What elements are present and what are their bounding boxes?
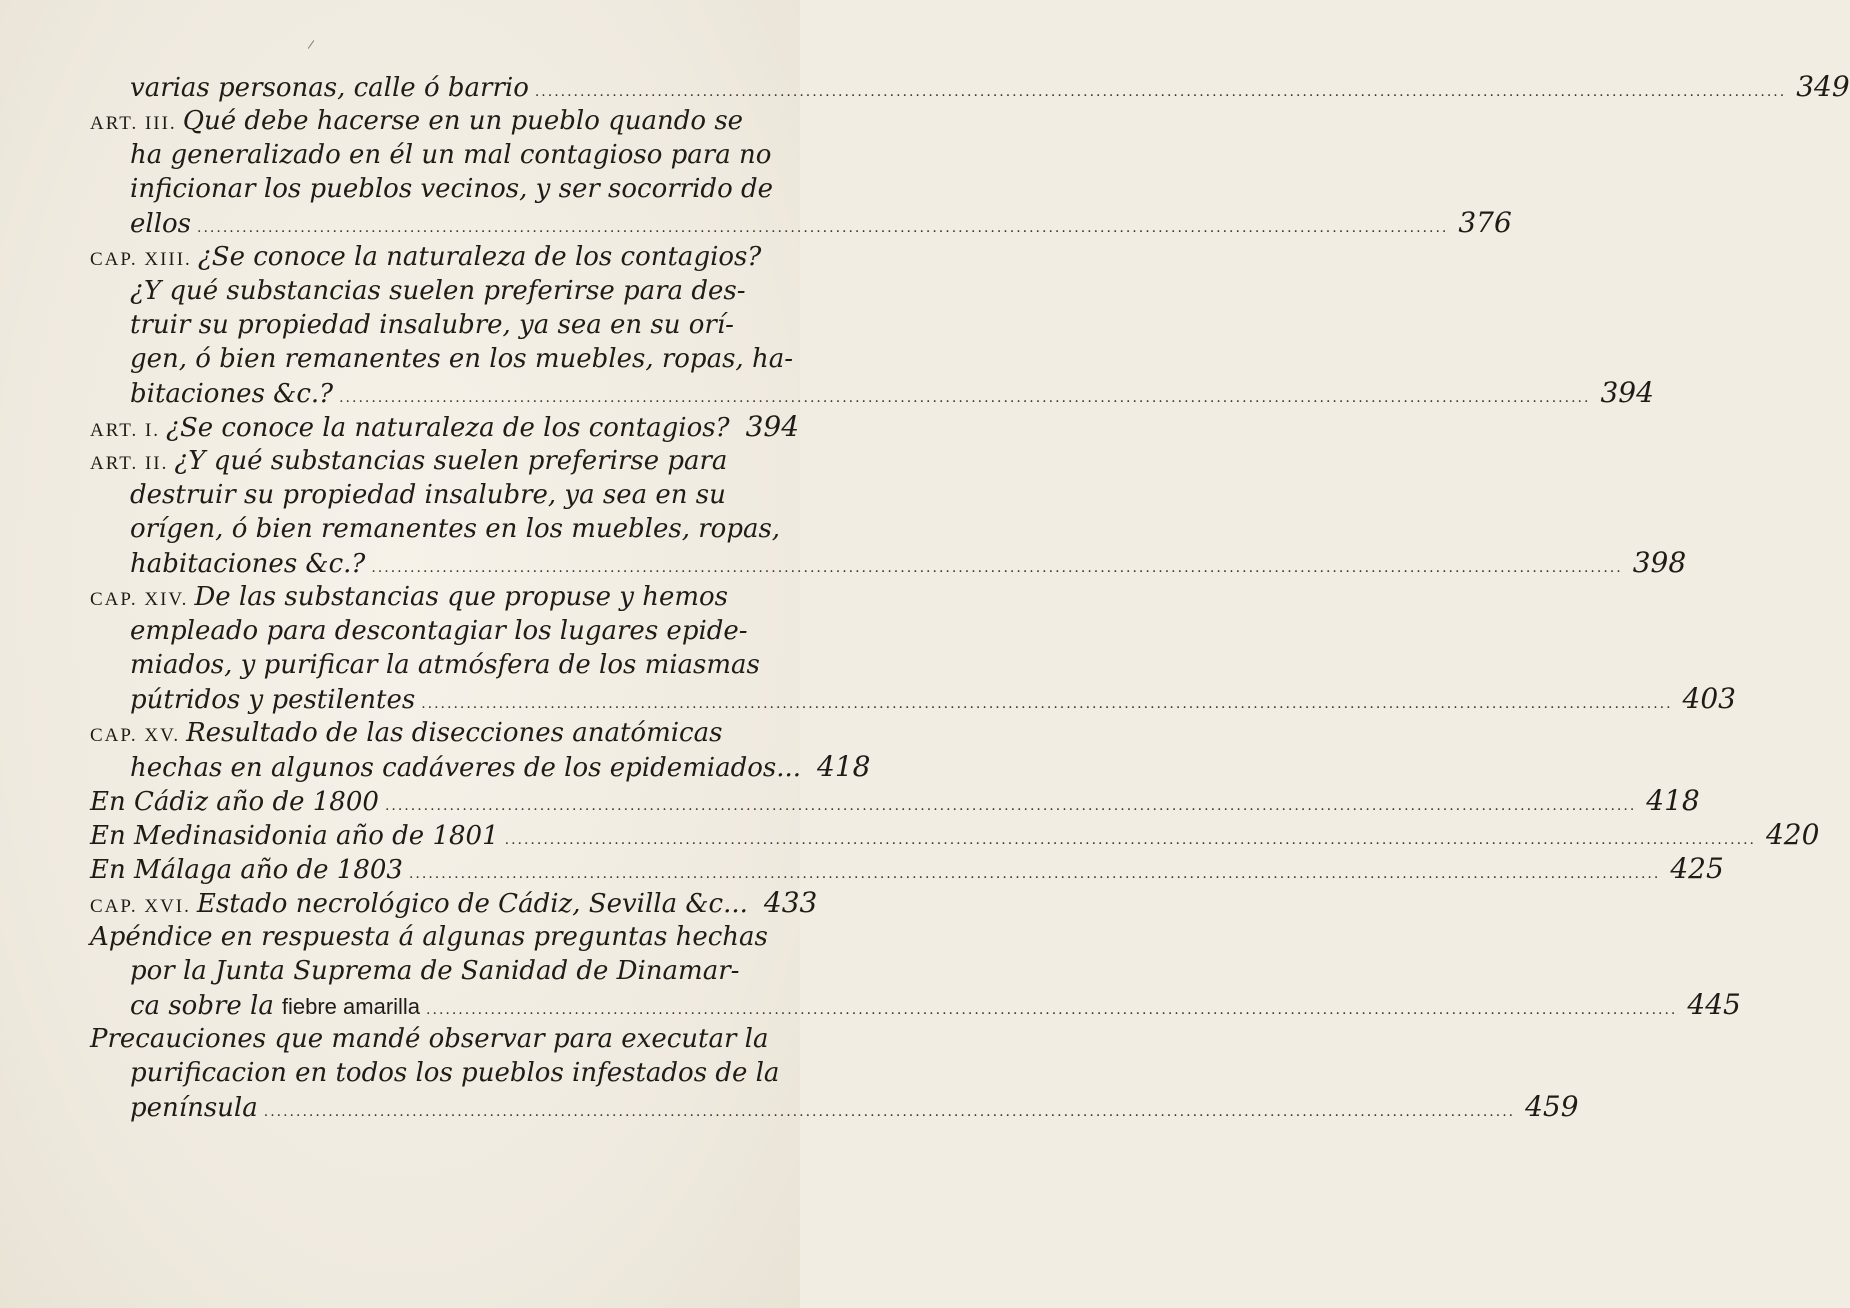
entry-text: truir su propiedad insalubre, ya sea en su orí- [130,310,734,340]
entry-text: ¿Se conoce la naturaleza de los contagios? [166,413,730,443]
entry-label: ART. I. [90,420,161,441]
entry-text: por la Junta Suprema de Sanidad de Dinamar- [130,956,740,986]
entry-text: Qué debe hacerse en un pueblo quando se [182,106,744,136]
toc-line [130,512,781,546]
entry-text: pútridos y pestilentes [130,685,416,715]
toc-line [90,886,818,920]
entry-text: ha generalizado en él un mal contagioso para no [130,140,772,170]
entry-text: Estado necrológico de Cádiz, Sevilla &c... [196,889,748,919]
toc-line [130,172,774,206]
entry-text: ellos [130,209,192,239]
dot-leader [264,1095,1515,1129]
page-number: 403 [1682,682,1736,715]
toc-line [90,580,728,614]
page-number: 425 [1670,852,1724,885]
entry-label: CAP. XIII. [90,249,192,270]
entry-text: En Cádiz año de 1800 [90,787,379,817]
entry-text: habitaciones &c.? [130,549,366,579]
toc-line [130,648,760,682]
toc-line [90,818,1820,852]
page-number: 445 [1687,988,1741,1021]
entry-text: ¿Y qué substancias suelen preferirse para [174,446,728,476]
toc-line [90,1022,769,1056]
toc-line [90,716,723,750]
toc-line [130,308,734,342]
page-number: 349 [1796,70,1850,103]
entry-label: CAP. XIV. [90,589,189,610]
page-number: 394 [1600,376,1654,409]
toc-line [130,954,740,988]
toc-line [90,852,1724,886]
toc-line [130,750,871,784]
toc-line [130,614,748,648]
entry-text-upright: fiebre amarilla [281,994,421,1019]
entry-text: destruir su propiedad insalubre, ya sea en su [130,480,726,510]
toc-line [130,206,1512,240]
page-number: 398 [1632,546,1687,579]
page-number: 418 [1646,784,1700,817]
entry-text: bitaciones &c.? [130,379,334,409]
entry-text: orígen, ó bien remanentes en los muebles, ropas, [130,514,781,544]
entry-text: hechas en algunos cadáveres de los epidemiados... [130,753,802,783]
page-number: 459 [1525,1090,1579,1123]
entry-text: varias personas, calle ó barrio [130,73,529,103]
toc-line [130,138,772,172]
entry-text: En Medinasidonia año de 1801 [90,821,499,851]
toc-line [130,478,726,512]
toc-line [90,240,762,274]
toc-line [90,410,800,444]
entry-text: Resultado de las disecciones anatómicas [186,718,723,748]
entry-text: En Málaga año de 1803 [90,855,403,885]
toc-line [130,682,1736,716]
entry-label: ART. III. [90,113,177,134]
page-number: 420 [1765,818,1820,851]
toc-line [130,1056,780,1090]
toc-line [90,104,744,138]
entry-text: Apéndice en respuesta á algunas preguntas hechas [90,922,768,952]
page-number: 394 [745,410,800,443]
entry-text: gen, ó bien remanentes en los muebles, ropas, ha- [130,344,793,374]
toc-line [130,274,746,308]
entry-text: ¿Y qué substancias suelen preferirse para des- [130,276,746,306]
ink-mark [308,40,315,49]
entry-text: miados, y purificar la atmósfera de los miasmas [130,650,760,680]
toc-line [90,784,1700,818]
toc-line [130,546,1687,580]
toc-line [130,70,1850,104]
entry-text: Precauciones que mandé observar para executar la [90,1024,769,1054]
toc-line [130,376,1654,410]
page-number: 433 [763,886,818,919]
entry-text: ¿Se conoce la naturaleza de los contagios? [197,242,762,272]
toc-line [130,988,1741,1022]
entry-text: purificacion en todos los pueblos infestados de la [130,1058,780,1088]
toc-line [130,1090,1579,1124]
entry-text: península [130,1093,258,1123]
toc-line [130,342,793,376]
page-number: 376 [1458,206,1512,239]
toc-line [90,444,728,478]
entry-label: ART. II. [90,453,169,474]
entry-text: inficionar los pueblos vecinos, y ser socorrido de [130,174,774,204]
page-number: 418 [817,750,871,783]
entry-text: De las substancias que propuse y hemos [194,582,728,612]
entry-text: ca sobre la [130,991,274,1021]
entry-label: CAP. XV. [90,725,181,746]
entry-label: CAP. XVI. [90,896,191,917]
entry-text: empleado para descontagiar los lugares epide- [130,616,748,646]
toc-line [90,920,768,954]
